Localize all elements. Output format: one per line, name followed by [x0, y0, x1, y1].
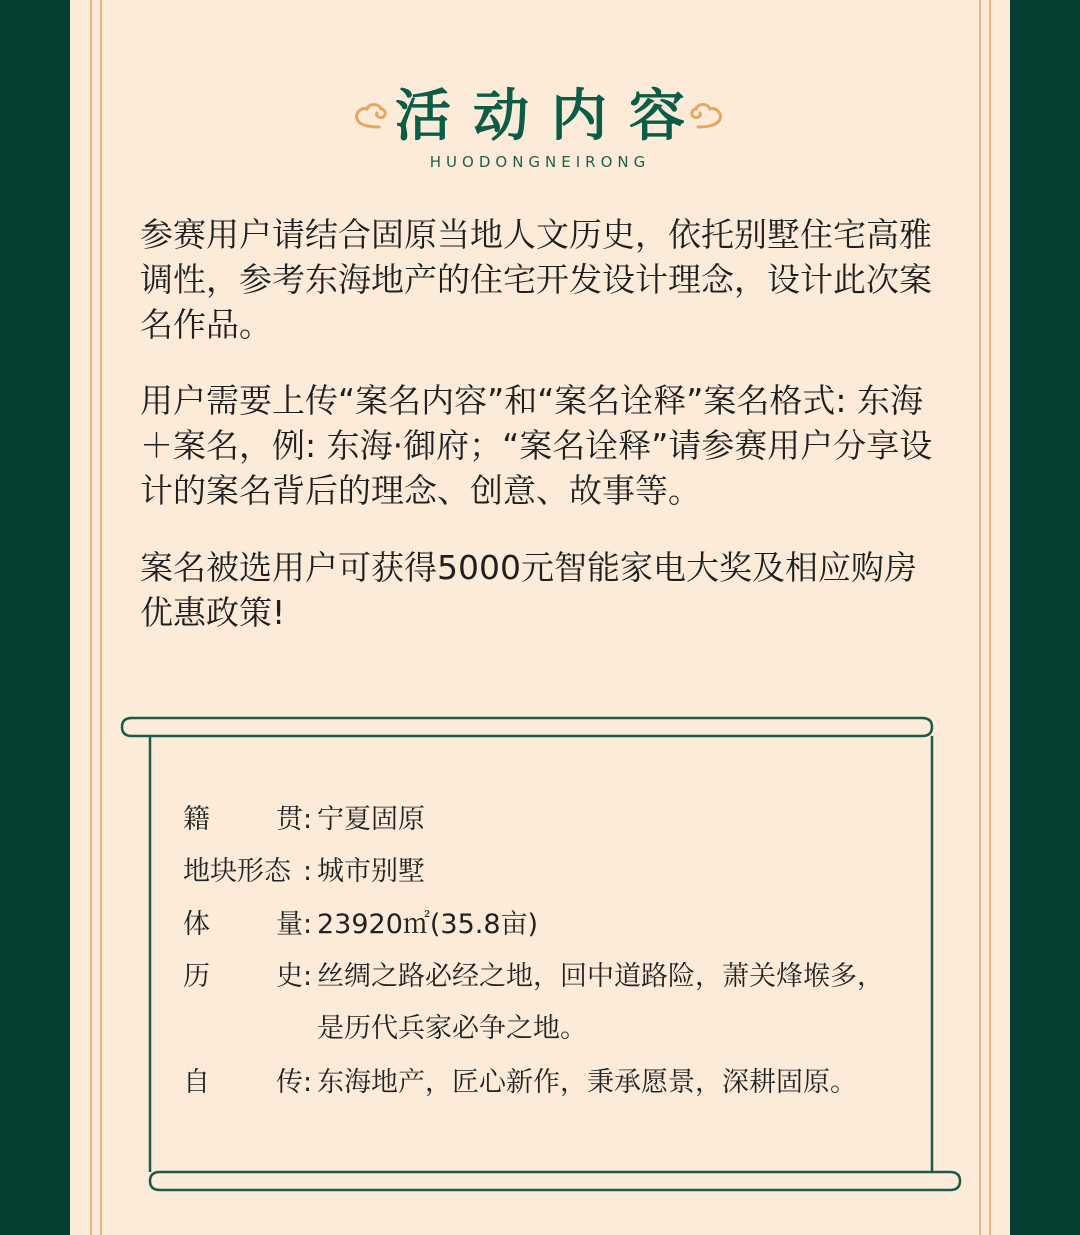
info-row-origin: 籍 贯 : 宁夏固原 [183, 800, 425, 840]
info-row-history: 历 史 : 丝绸之路必经之地，回中道路险，萧关烽堠多， 是历代兵家必争之地。 [183, 957, 884, 1049]
info-label: 体 量 [183, 909, 303, 940]
info-label: 历 史 [183, 961, 303, 992]
info-row-volume: 体 量 : 23920㎡(35.8亩) [183, 905, 538, 945]
info-label: 自 传 [183, 1067, 303, 1098]
info-row-autobiography: 自 传 : 东海地产，匠心新作，秉承愿景，深耕固原。 [183, 1063, 857, 1103]
paragraph-1: 参赛用户请结合固原当地人文历史，依托别墅住宅高雅调性，参考东海地产的住宅开发设计理念，设计此次案名作品。 [140, 215, 932, 344]
info-value: 东海地产，匠心新作，秉承愿景，深耕固原。 [317, 1067, 857, 1098]
info-value: 23920㎡(35.8亩) [317, 909, 539, 940]
info-row-plot-type: 地块形态 : 城市别墅 [183, 852, 425, 892]
page-title: 活动内容 [395, 84, 707, 149]
info-label: 籍 贯 [183, 804, 303, 835]
info-value: 城市别墅 [317, 856, 425, 887]
page-subtitle: HUODONGNEIRONG [429, 153, 651, 171]
info-value: 丝绸之路必经之地，回中道路险，萧关烽堠多， 是历代兵家必争之地。 [317, 961, 884, 1044]
info-value: 宁夏固原 [317, 804, 425, 835]
paragraph-3: 案名被选用户可获得5000元智能家电大奖及相应购房优惠政策! [140, 548, 917, 632]
info-label: 地块形态 [183, 856, 291, 887]
paragraph-2: 用户需要上传“案名内容”和“案名诠释”案名格式: 东海＋案名，例: 东海·御府；“案名诠释”请参赛用户分享设计的案名背后的理念、创意、故事等。 [140, 381, 933, 510]
